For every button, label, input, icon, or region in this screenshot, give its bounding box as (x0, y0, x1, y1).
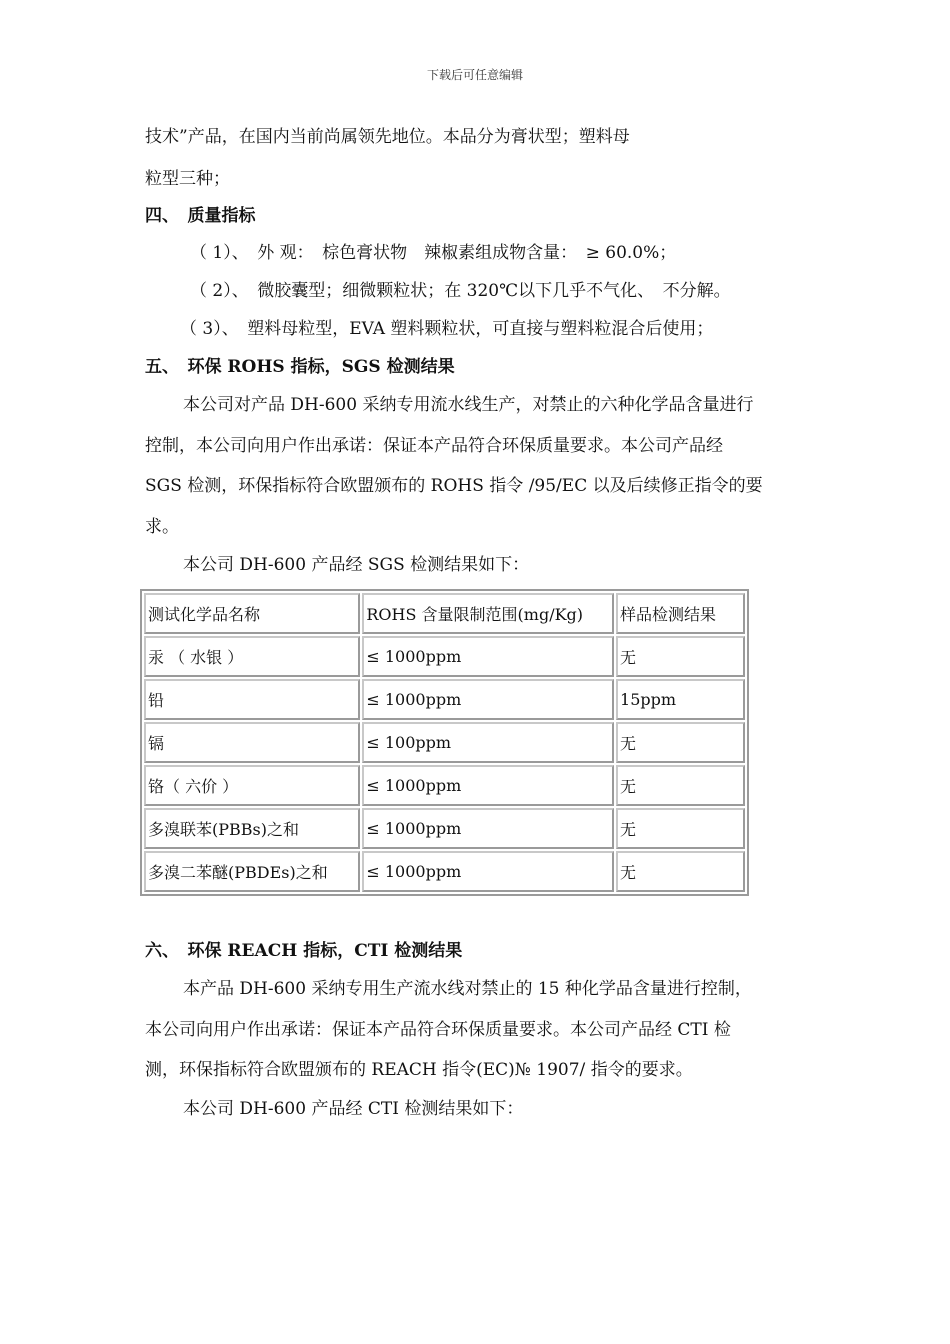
section-heading-rohs: 五、 环保 ROHS 指标，SGS 检测结果 (145, 357, 455, 377)
table-row (144, 851, 745, 892)
body-text-line: 技术”产品，在国内当前尚属领先地位。本品分为膏状型；塑料母 (145, 127, 630, 147)
table-row (144, 808, 745, 849)
table-cell: 多溴联苯(PBBs)之和 (144, 808, 360, 849)
table-cell: 无 (616, 808, 745, 849)
page-header-note: 下载后可任意编辑 (426, 68, 523, 82)
table-cell: 汞 （ 水银 ） (144, 636, 360, 677)
quality-item-3: （ 3）、 塑料母粒型，EVA 塑料颗粒状，可直接与塑料粒混合后使用； (180, 319, 714, 339)
body-text-line: 控制，本公司向用户作出承诺：保证本产品符合环保质量要求。本公司产品经 (145, 436, 723, 456)
table-header-row (144, 593, 745, 634)
sgs-results-table (140, 589, 749, 896)
table-cell: 无 (616, 851, 745, 892)
table-cell: ≤ 1000ppm (362, 765, 614, 806)
table-header-cell: ROHS 含量限制范围(mg/Kg) (362, 593, 614, 634)
table-header-cell: 测试化学品名称 (144, 593, 360, 634)
table-cell: ≤ 1000ppm (362, 636, 614, 677)
table-cell: 无 (616, 636, 745, 677)
body-text-line: 求。 (145, 517, 179, 537)
table-cell: 多溴二苯醚(PBDEs)之和 (144, 851, 360, 892)
table-row (144, 679, 745, 720)
table-row (144, 722, 745, 763)
table-cell: 无 (616, 765, 745, 806)
quality-item-1: （ 1）、 外 观： 棕色膏状物 辣椒素组成物含量： ≥ 60.0%； (190, 243, 677, 263)
body-text-line: 本产品 DH-600 采纳专用生产流水线对禁止的 15 种化学品含量进行控制， (183, 979, 752, 999)
table-cell: ≤ 1000ppm (362, 851, 614, 892)
table-cell: 铅 (144, 679, 360, 720)
body-text-line: 本公司向用户作出承诺：保证本产品符合环保质量要求。本公司产品经 CTI 检 (145, 1020, 731, 1040)
cti-table-intro: 本公司 DH-600 产品经 CTI 检测结果如下： (183, 1099, 524, 1119)
body-text-line: 粒型三种； (145, 169, 230, 189)
table-cell: 15ppm (616, 679, 745, 720)
table-cell: 铬（ 六价 ） (144, 765, 360, 806)
section-heading-quality: 四、 质量指标 (145, 206, 256, 226)
table-cell: 镉 (144, 722, 360, 763)
body-text-line: 测，环保指标符合欧盟颁布的 REACH 指令(EC)№ 1907/ 指令的要求。 (145, 1060, 693, 1080)
body-text-line: SGS 检测，环保指标符合欧盟颁布的 ROHS 指令 /95/EC 以及后续修正指令的要 (145, 476, 763, 496)
table-cell: ≤ 1000ppm (362, 679, 614, 720)
table-row (144, 636, 745, 677)
section-heading-reach: 六、 环保 REACH 指标，CTI 检测结果 (145, 941, 463, 961)
table-row (144, 765, 745, 806)
table-cell: 无 (616, 722, 745, 763)
quality-item-2: （ 2）、 微胶囊型；细微颗粒状；在 320℃以下几乎不气化、 不分解。 (190, 281, 731, 301)
table-cell: ≤ 100ppm (362, 722, 614, 763)
sgs-table-intro: 本公司 DH-600 产品经 SGS 检测结果如下： (183, 555, 530, 575)
body-text-line: 本公司对产品 DH-600 采纳专用流水线生产，对禁止的六种化学品含量进行 (183, 395, 754, 415)
table-header-cell: 样品检测结果 (616, 593, 745, 634)
table-cell: ≤ 1000ppm (362, 808, 614, 849)
